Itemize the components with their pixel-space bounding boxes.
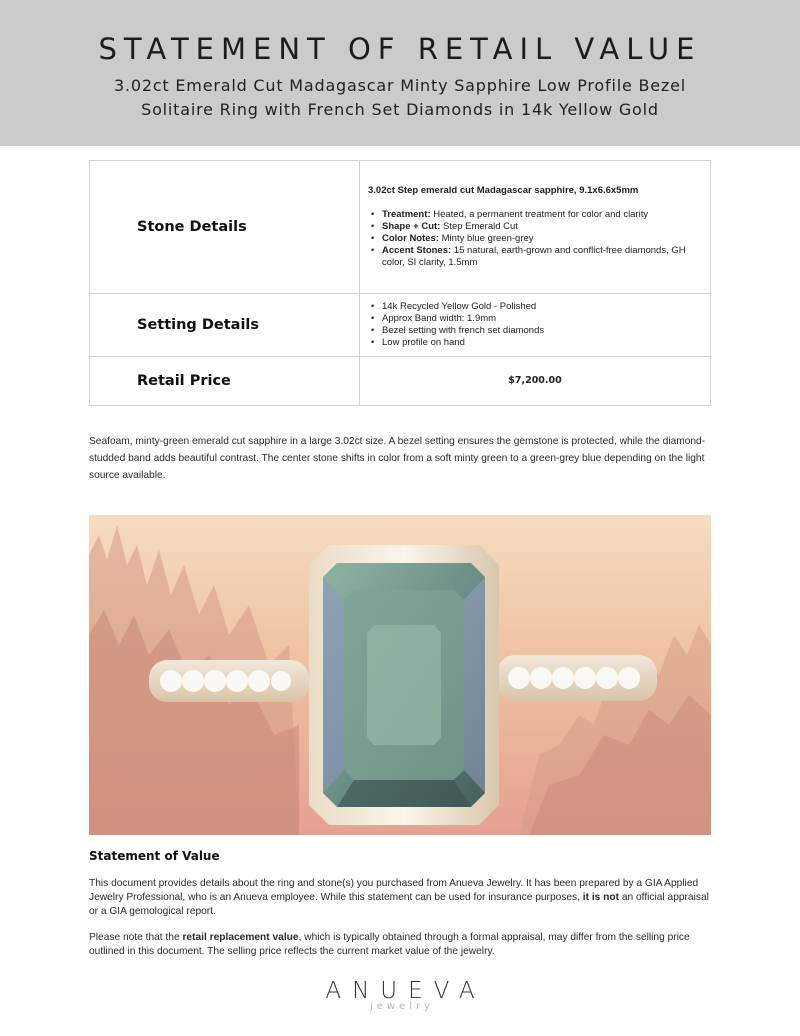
list-item: • Bezel setting with french set diamonds [368,325,702,337]
list-item: • Low profile on hand [368,337,702,349]
text-segment: This document provides details about the ring and stone(s) you purchased from Anueva Jewelry. It has been prepared by a GIA Applied Jewelry Professional, who is an Anueva employee. While this statement can be used for insurance purposes, [89,878,699,903]
retail-price-label: Retail Price [90,357,360,406]
text-segment: , which is typically obtained through a formal appraisal, may differ from the selling price outlined in this document. The selling price reflects the current market value of the jewelry. [89,932,690,957]
logo-sub: jewelry [369,1001,435,1012]
list-item: • Approx Band width: 1.9mm [368,313,702,325]
stone-details-value [360,161,711,294]
page-title: STATEMENT OF RETAIL VALUE [98,32,702,66]
item-key: Treatment: [382,209,431,220]
retail-price-row [90,357,711,406]
setting-details-row [90,294,711,357]
text-segment: Please note that the [89,932,183,943]
product-description: Seafoam, minty-green emerald cut sapphire in a large 3.02ct size. A bezel setting ensures the gemstone is protected, while the diamond-studded band adds beautiful contrast. The center stone shifts in color from a soft minty green to a green-grey blue depending on the light source available. [89,436,706,481]
text-segment: an official appraisal or a GIA gemological report. [89,892,709,917]
setting-details-list [368,301,702,349]
stone-details-list [368,209,702,269]
list-item: • 14k Recycled Yellow Gold - Polished [368,301,702,313]
logo-brand: ANUEVA [325,978,486,1004]
statement-paragraph-2 [89,931,711,959]
stone-headline: 3.02ct Step emerald cut Madagascar sapphire, 9.1x6.6x5mm [368,185,639,196]
item-value: Heated, a permanent treatment for color and clarity [433,209,649,220]
retail-price-value: $7,200.00 [360,357,711,406]
stone-details-label: Stone Details [90,161,360,294]
list-item [368,221,702,233]
list-item [368,233,702,245]
anueva-logo [300,978,500,1012]
ring-photo [89,515,711,835]
item-value: Minty blue green-grey [441,233,534,244]
header-banner [0,0,800,146]
item-key: Accent Stones: [382,245,452,256]
item-key: Shape + Cut: [382,221,441,232]
item-value: Step Emerald Cut [442,221,518,232]
list-item [368,209,702,221]
item-value: 15 natural, earth-grown and conflict-free diamonds, GH color, SI clarity, 1.5mm [382,245,686,268]
details-table [89,160,711,406]
statement-paragraph-1 [89,877,711,919]
item-key: Color Notes: [382,233,439,244]
emphasis-text: it is not [582,892,620,903]
list-item [368,245,702,269]
statement-of-value-title: Statement of Value [89,849,220,863]
emphasis-text: retail replacement value [182,932,299,943]
setting-details-label: Setting Details [90,294,360,357]
setting-details-value [360,294,711,357]
page-subtitle: 3.02ct Emerald Cut Madagascar Minty Sapphire Low Profile Bezel Solitaire Ring with French Set Diamonds in 14k Yellow Gold [114,76,686,119]
stone-details-row [90,161,711,294]
